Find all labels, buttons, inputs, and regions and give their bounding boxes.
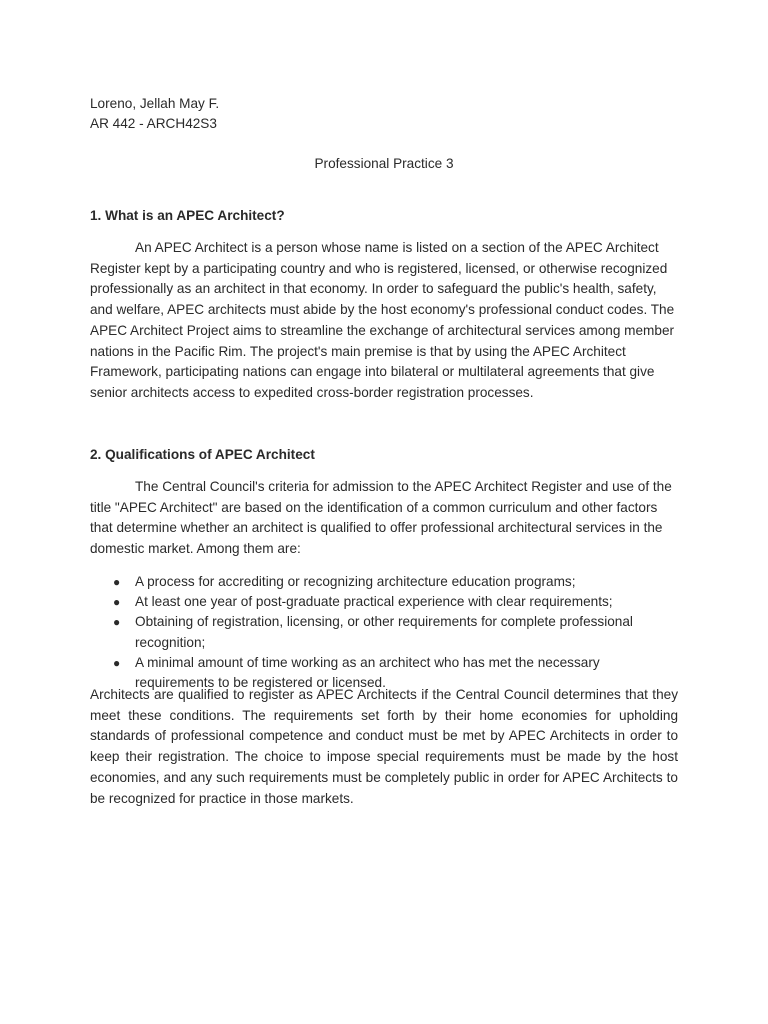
section-2-intro: The Central Council's criteria for admission to the APEC Architect Register and use of the title "APEC Architect" are based on the identification of a common curriculum and other factors that determine whether an architect is qualified to offer professional architectural services in the domestic market. Among them are: [90, 479, 672, 557]
bullet-icon: ● [113, 575, 121, 589]
list-item-text: A process for accrediting or recognizing architecture education programs; [135, 574, 576, 589]
document-title: Professional Practice 3 [314, 156, 454, 171]
bullet-icon: ● [113, 595, 121, 610]
section-1-paragraph: An APEC Architect is a person whose name is listed on a section of the APEC Architect Register kept by a participating country and who is registered, licensed, or otherwise recognized professionally as an architect in that economy. In order to safeguard the public's health, safety, and welfare, APEC architects must abide by the host economy's professional conduct codes. The APEC Architect Project aims to streamline the exchange of architectural services among member nations in the Pacific Rim. The project's main premise is that by using the APEC Architect Framework, participating nations can engage into bilateral or multilateral agreements that give senior architects access to expedited cross-border registration processes. [90, 240, 675, 400]
section-2-conclusion: Architects are qualified to register as APEC Architects if the Central Council determines that they meet these conditions. The requirements set forth by their home economies for upholding standards of professional competence and conduct must be met by APEC Architects in order to keep their registration. The choice to impose special requirements must be made by the host economies, and any such requirements must be completely public in order for APEC Architects to be recognized for practice in those markets. [90, 687, 678, 806]
bullet-icon: ● [113, 655, 121, 670]
bullet-icon: ● [113, 615, 121, 630]
author-header [90, 94, 219, 133]
section-1-heading: 1. What is an APEC Architect? [90, 208, 285, 223]
list-item [90, 612, 678, 652]
list-item [90, 572, 678, 592]
list-item-text: At least one year of post-graduate practical experience with clear requirements; [135, 594, 613, 610]
list-item-text: A minimal amount of time working as an architect who has met the necessary requirements to be registered or licensed. [135, 654, 600, 691]
section-2-heading: 2. Qualifications of APEC Architect [90, 447, 315, 462]
course-code: AR 442 - ARCH42S3 [90, 115, 217, 131]
list-item [90, 592, 678, 612]
qualifications-list [90, 572, 678, 693]
list-item-text: Obtaining of registration, licensing, or other requirements for complete professional recognition; [135, 614, 633, 650]
author-name: Loreno, Jellah May F. [90, 96, 220, 111]
